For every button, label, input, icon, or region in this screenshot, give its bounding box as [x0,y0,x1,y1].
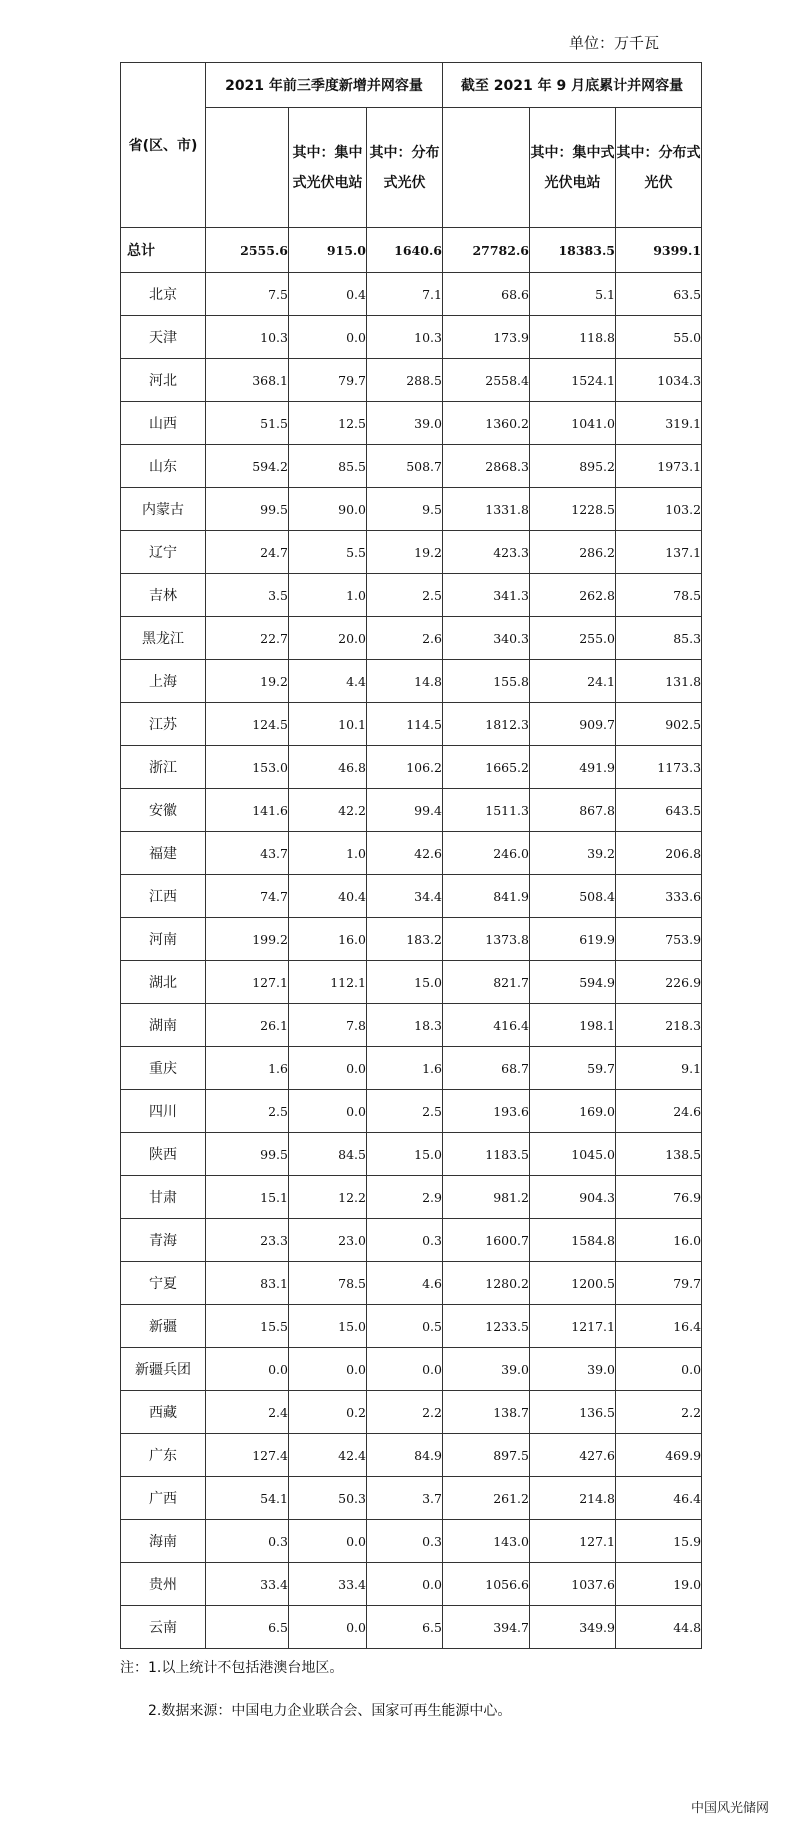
capacity-value: 10.1 [289,703,367,746]
capacity-value: 15.1 [206,1176,289,1219]
table-row [121,746,702,789]
capacity-value: 153.0 [206,746,289,789]
header-new-centralized: 其中：集中式光伏电站 [289,108,367,228]
capacity-value: 867.8 [530,789,616,832]
table-row [121,1133,702,1176]
capacity-value: 619.9 [530,918,616,961]
table-row [121,445,702,488]
capacity-value: 226.9 [616,961,702,1004]
province-name: 上海 [121,660,206,703]
capacity-value: 137.1 [616,531,702,574]
capacity-value: 59.7 [530,1047,616,1090]
capacity-value: 218.3 [616,1004,702,1047]
capacity-value: 84.9 [367,1434,443,1477]
capacity-value: 7.1 [367,273,443,316]
table-row [121,1477,702,1520]
capacity-value: 173.9 [443,316,530,359]
capacity-value: 193.6 [443,1090,530,1133]
capacity-value: 143.0 [443,1520,530,1563]
table-row [121,1090,702,1133]
capacity-value: 5.5 [289,531,367,574]
header-new-capacity: 2021 年前三季度新增并网容量 [206,63,443,108]
capacity-value: 43.7 [206,832,289,875]
capacity-value: 138.7 [443,1391,530,1434]
table-row [121,359,702,402]
capacity-value: 0.0 [289,316,367,359]
capacity-value: 78.5 [616,574,702,617]
capacity-value: 1.6 [206,1047,289,1090]
capacity-value: 4.6 [367,1262,443,1305]
capacity-value: 1524.1 [530,359,616,402]
capacity-value: 3.5 [206,574,289,617]
capacity-value: 6.5 [206,1606,289,1649]
capacity-value: 897.5 [443,1434,530,1477]
province-name: 河南 [121,918,206,961]
capacity-value: 1.0 [289,574,367,617]
capacity-value: 42.4 [289,1434,367,1477]
province-name: 福建 [121,832,206,875]
capacity-value: 23.0 [289,1219,367,1262]
header-cum-total [443,108,530,228]
header-cumulative-capacity: 截至 2021 年 9 月底累计并网容量 [443,63,702,108]
capacity-value: 0.5 [367,1305,443,1348]
capacity-value: 63.5 [616,273,702,316]
capacity-value: 103.2 [616,488,702,531]
capacity-value: 85.5 [289,445,367,488]
capacity-value: 904.3 [530,1176,616,1219]
capacity-value: 18.3 [367,1004,443,1047]
capacity-value: 594.2 [206,445,289,488]
capacity-value: 902.5 [616,703,702,746]
province-name: 黑龙江 [121,617,206,660]
table-body [121,228,702,1649]
capacity-value: 1373.8 [443,918,530,961]
capacity-value: 1584.8 [530,1219,616,1262]
capacity-value: 0.0 [289,1047,367,1090]
capacity-value: 1183.5 [443,1133,530,1176]
capacity-value: 1233.5 [443,1305,530,1348]
capacity-value: 214.8 [530,1477,616,1520]
note-scope: 注：1.以上统计不包括港澳台地区。 [120,1660,344,1676]
capacity-value: 68.6 [443,273,530,316]
table-row [121,402,702,445]
capacity-value: 106.2 [367,746,443,789]
capacity-value: 16.0 [289,918,367,961]
note-source: 2.数据来源：中国电力企业联合会、国家可再生能源中心。 [148,1703,512,1719]
capacity-value: 26.1 [206,1004,289,1047]
capacity-value: 14.8 [367,660,443,703]
capacity-value: 1600.7 [443,1219,530,1262]
province-name: 云南 [121,1606,206,1649]
capacity-value: 34.4 [367,875,443,918]
table-row [121,918,702,961]
capacity-value: 46.4 [616,1477,702,1520]
province-name: 河北 [121,359,206,402]
capacity-value: 394.7 [443,1606,530,1649]
table-row [121,1391,702,1434]
header-province: 省(区、市) [121,63,206,228]
capacity-value: 15.0 [367,1133,443,1176]
capacity-value: 10.3 [206,316,289,359]
table-row [121,531,702,574]
province-name: 总计 [121,228,206,273]
capacity-value: 127.1 [206,961,289,1004]
capacity-value: 99.4 [367,789,443,832]
province-name: 江西 [121,875,206,918]
capacity-value: 333.6 [616,875,702,918]
table-row [121,875,702,918]
capacity-value: 99.5 [206,488,289,531]
capacity-value: 6.5 [367,1606,443,1649]
capacity-value: 1056.6 [443,1563,530,1606]
capacity-value: 255.0 [530,617,616,660]
table-row [121,316,702,359]
capacity-value: 20.0 [289,617,367,660]
capacity-value: 246.0 [443,832,530,875]
capacity-value: 15.0 [367,961,443,1004]
capacity-value: 24.1 [530,660,616,703]
capacity-value: 2.5 [206,1090,289,1133]
capacity-value: 24.6 [616,1090,702,1133]
capacity-value: 909.7 [530,703,616,746]
capacity-value: 841.9 [443,875,530,918]
capacity-value: 2868.3 [443,445,530,488]
capacity-value: 508.7 [367,445,443,488]
capacity-value: 39.0 [530,1348,616,1391]
table-row [121,574,702,617]
table-row [121,1219,702,1262]
capacity-value: 118.8 [530,316,616,359]
province-name: 新疆兵团 [121,1348,206,1391]
capacity-value: 19.2 [367,531,443,574]
province-name: 山东 [121,445,206,488]
province-name: 山西 [121,402,206,445]
capacity-value: 44.8 [616,1606,702,1649]
capacity-value: 1034.3 [616,359,702,402]
capacity-value: 22.7 [206,617,289,660]
capacity-value: 1812.3 [443,703,530,746]
capacity-value: 169.0 [530,1090,616,1133]
unit-label: 单位：万千瓦 [569,34,660,52]
capacity-value: 7.8 [289,1004,367,1047]
province-name: 贵州 [121,1563,206,1606]
capacity-value: 1045.0 [530,1133,616,1176]
capacity-value: 423.3 [443,531,530,574]
province-name: 湖南 [121,1004,206,1047]
province-name: 广东 [121,1434,206,1477]
capacity-value: 895.2 [530,445,616,488]
capacity-value: 368.1 [206,359,289,402]
capacity-value: 2.5 [367,1090,443,1133]
capacity-value: 340.3 [443,617,530,660]
capacity-value: 1280.2 [443,1262,530,1305]
capacity-value: 0.0 [289,1520,367,1563]
capacity-value: 33.4 [206,1563,289,1606]
capacity-value: 0.4 [289,273,367,316]
capacity-value: 261.2 [443,1477,530,1520]
capacity-value: 2.5 [367,574,443,617]
capacity-value: 127.1 [530,1520,616,1563]
province-name: 浙江 [121,746,206,789]
table-row [121,660,702,703]
province-name: 内蒙古 [121,488,206,531]
capacity-value: 12.5 [289,402,367,445]
capacity-value: 491.9 [530,746,616,789]
table-row [121,832,702,875]
capacity-value: 90.0 [289,488,367,531]
capacity-value: 0.0 [206,1348,289,1391]
capacity-value: 0.0 [289,1348,367,1391]
capacity-value: 206.8 [616,832,702,875]
capacity-value: 183.2 [367,918,443,961]
capacity-value: 39.0 [367,402,443,445]
capacity-value: 9.1 [616,1047,702,1090]
capacity-value: 821.7 [443,961,530,1004]
table-row [121,1434,702,1477]
capacity-value: 74.7 [206,875,289,918]
capacity-value: 288.5 [367,359,443,402]
capacity-value: 1665.2 [443,746,530,789]
capacity-value: 753.9 [616,918,702,961]
province-name: 陕西 [121,1133,206,1176]
capacity-value: 286.2 [530,531,616,574]
capacity-value: 138.5 [616,1133,702,1176]
capacity-value: 1.6 [367,1047,443,1090]
province-name: 辽宁 [121,531,206,574]
province-name: 四川 [121,1090,206,1133]
table-row [121,1047,702,1090]
capacity-value: 1973.1 [616,445,702,488]
province-name: 吉林 [121,574,206,617]
capacity-value: 10.3 [367,316,443,359]
province-name: 青海 [121,1219,206,1262]
capacity-value: 1200.5 [530,1262,616,1305]
table-row [121,617,702,660]
province-name: 安徽 [121,789,206,832]
capacity-value: 1640.6 [367,228,443,273]
capacity-value: 114.5 [367,703,443,746]
capacity-value: 3.7 [367,1477,443,1520]
capacity-value: 0.0 [367,1563,443,1606]
capacity-value: 131.8 [616,660,702,703]
capacity-value: 1173.3 [616,746,702,789]
capacity-value: 981.2 [443,1176,530,1219]
province-name: 湖北 [121,961,206,1004]
province-name: 宁夏 [121,1262,206,1305]
capacity-value: 2.9 [367,1176,443,1219]
capacity-value: 199.2 [206,918,289,961]
capacity-value: 15.9 [616,1520,702,1563]
province-name: 西藏 [121,1391,206,1434]
capacity-value: 0.0 [616,1348,702,1391]
capacity-value: 0.0 [289,1090,367,1133]
capacity-value: 136.5 [530,1391,616,1434]
capacity-value: 112.1 [289,961,367,1004]
capacity-value: 12.2 [289,1176,367,1219]
capacity-value: 1217.1 [530,1305,616,1348]
province-name: 重庆 [121,1047,206,1090]
capacity-value: 9.5 [367,488,443,531]
capacity-value: 78.5 [289,1262,367,1305]
header-cum-centralized: 其中：集中式光伏电站 [530,108,616,228]
capacity-value: 51.5 [206,402,289,445]
capacity-value: 15.5 [206,1305,289,1348]
capacity-value: 79.7 [289,359,367,402]
capacity-value: 27782.6 [443,228,530,273]
capacity-value: 2558.4 [443,359,530,402]
capacity-value: 15.0 [289,1305,367,1348]
province-name: 甘肃 [121,1176,206,1219]
capacity-value: 1.0 [289,832,367,875]
capacity-value: 141.6 [206,789,289,832]
capacity-value: 39.2 [530,832,616,875]
capacity-value: 39.0 [443,1348,530,1391]
capacity-value: 2.2 [616,1391,702,1434]
capacity-value: 0.0 [367,1348,443,1391]
capacity-value: 2.6 [367,617,443,660]
capacity-value: 155.8 [443,660,530,703]
watermark: 中国风光储网 [691,1801,770,1816]
capacity-value: 127.4 [206,1434,289,1477]
total-row [121,228,702,273]
capacity-value: 1037.6 [530,1563,616,1606]
capacity-value: 16.0 [616,1219,702,1262]
capacity-value: 124.5 [206,703,289,746]
capacity-value: 50.3 [289,1477,367,1520]
capacity-value: 0.3 [367,1219,443,1262]
table-row [121,1563,702,1606]
capacity-value: 9399.1 [616,228,702,273]
province-name: 广西 [121,1477,206,1520]
header-cum-distributed: 其中：分布式光伏 [616,108,702,228]
capacity-value: 198.1 [530,1004,616,1047]
capacity-value: 1331.8 [443,488,530,531]
capacity-value: 54.1 [206,1477,289,1520]
capacity-value: 0.0 [289,1606,367,1649]
capacity-value: 85.3 [616,617,702,660]
capacity-value: 1360.2 [443,402,530,445]
capacity-value: 42.6 [367,832,443,875]
capacity-value: 2.4 [206,1391,289,1434]
capacity-value: 262.8 [530,574,616,617]
capacity-value: 594.9 [530,961,616,1004]
capacity-value: 4.4 [289,660,367,703]
table-row [121,1262,702,1305]
pv-capacity-table [120,62,702,1649]
table-row [121,1305,702,1348]
capacity-value: 1041.0 [530,402,616,445]
capacity-value: 24.7 [206,531,289,574]
capacity-value: 2.2 [367,1391,443,1434]
capacity-value: 16.4 [616,1305,702,1348]
table-row [121,273,702,316]
capacity-value: 508.4 [530,875,616,918]
capacity-value: 33.4 [289,1563,367,1606]
capacity-value: 99.5 [206,1133,289,1176]
capacity-value: 40.4 [289,875,367,918]
capacity-value: 1228.5 [530,488,616,531]
province-name: 天津 [121,316,206,359]
capacity-value: 349.9 [530,1606,616,1649]
capacity-value: 643.5 [616,789,702,832]
table-row [121,703,702,746]
capacity-value: 1511.3 [443,789,530,832]
capacity-value: 341.3 [443,574,530,617]
capacity-value: 83.1 [206,1262,289,1305]
capacity-value: 469.9 [616,1434,702,1477]
table-row [121,961,702,1004]
capacity-value: 5.1 [530,273,616,316]
capacity-value: 19.2 [206,660,289,703]
capacity-value: 7.5 [206,273,289,316]
capacity-value: 416.4 [443,1004,530,1047]
capacity-value: 76.9 [616,1176,702,1219]
capacity-value: 18383.5 [530,228,616,273]
capacity-value: 0.3 [206,1520,289,1563]
capacity-value: 0.3 [367,1520,443,1563]
capacity-value: 42.2 [289,789,367,832]
capacity-value: 2555.6 [206,228,289,273]
table-row [121,1176,702,1219]
table-row [121,1004,702,1047]
province-name: 海南 [121,1520,206,1563]
capacity-value: 319.1 [616,402,702,445]
table-row [121,1606,702,1649]
capacity-value: 84.5 [289,1133,367,1176]
capacity-value: 427.6 [530,1434,616,1477]
capacity-value: 46.8 [289,746,367,789]
capacity-value: 19.0 [616,1563,702,1606]
table-row [121,1348,702,1391]
table-row [121,488,702,531]
header-new-distributed: 其中：分布式光伏 [367,108,443,228]
table-row [121,1520,702,1563]
province-name: 北京 [121,273,206,316]
province-name: 江苏 [121,703,206,746]
table-row [121,789,702,832]
capacity-value: 55.0 [616,316,702,359]
capacity-value: 79.7 [616,1262,702,1305]
capacity-value: 915.0 [289,228,367,273]
header-new-total [206,108,289,228]
capacity-value: 0.2 [289,1391,367,1434]
capacity-value: 68.7 [443,1047,530,1090]
province-name: 新疆 [121,1305,206,1348]
capacity-value: 23.3 [206,1219,289,1262]
